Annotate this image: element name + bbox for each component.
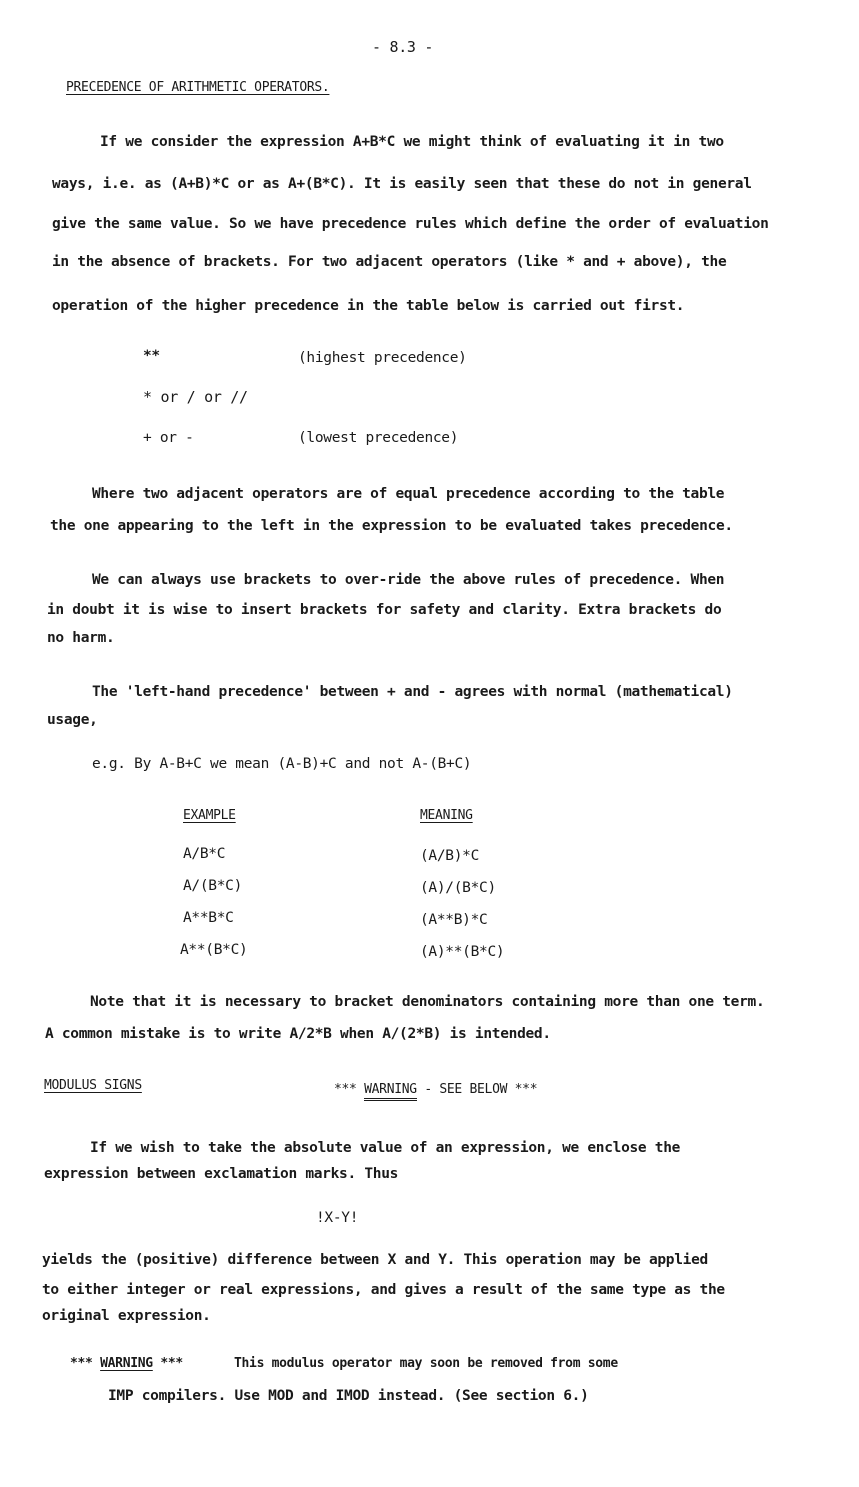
example-cell: A/(B*C) bbox=[183, 878, 243, 894]
warning-note-line bbox=[70, 1356, 183, 1371]
paragraph-line: no harm. bbox=[47, 630, 115, 646]
paragraph-line: A common mistake is to write A/2*B when A/(2*B) is intended. bbox=[45, 1026, 551, 1042]
paragraph-line: Note that it is necessary to bracket denominators containing more than one term. bbox=[90, 994, 765, 1010]
example-line: e.g. By A-B+C we mean (A-B)+C and not A-(B+C) bbox=[92, 756, 472, 772]
paragraph-line: to either integer or real expressions, and gives a result of the same type as the bbox=[42, 1282, 725, 1298]
warning-note-text: This modulus operator may soon be removed from some bbox=[234, 1356, 618, 1371]
paragraph-line: The 'left-hand precedence' between + and - agrees with normal (mathematical) bbox=[92, 684, 733, 700]
heading-modulus: MODULUS SIGNS bbox=[44, 1078, 142, 1093]
meaning-cell: (A)**(B*C) bbox=[420, 944, 505, 960]
paragraph-line: expression between exclamation marks. Thus bbox=[44, 1166, 399, 1182]
warning-note-text: IMP compilers. Use MOD and IMOD instead. (See section 6.) bbox=[108, 1388, 589, 1404]
meaning-cell: (A)/(B*C) bbox=[420, 880, 496, 896]
paragraph-line: the one appearing to the left in the expression to be evaluated takes precedence. bbox=[50, 518, 733, 534]
paragraph-line: in the absence of brackets. For two adjacent operators (like * and + above), the bbox=[52, 254, 727, 270]
example-cell: A**B*C bbox=[183, 910, 234, 926]
page-number: - 8.3 - bbox=[372, 38, 434, 56]
precedence-ops: + or - bbox=[143, 430, 194, 446]
warning-see-below: - SEE BELOW *** bbox=[416, 1082, 538, 1097]
warning-note-stars: *** bbox=[70, 1356, 101, 1371]
paragraph-line: We can always use brackets to over-ride the above rules of precedence. When bbox=[92, 572, 725, 588]
paragraph-line: operation of the higher precedence in the table below is carried out first. bbox=[52, 298, 685, 314]
example-cell: A/B*C bbox=[183, 846, 226, 862]
paragraph-line: If we consider the expression A+B*C we might think of evaluating it in two bbox=[100, 134, 724, 150]
paragraph-line: ways, i.e. as (A+B)*C or as A+(B*C). It is easily seen that these do not in general bbox=[52, 176, 752, 192]
meaning-cell: (A**B)*C bbox=[420, 912, 488, 928]
precedence-note: (lowest precedence) bbox=[298, 430, 459, 446]
paragraph-line: usage, bbox=[47, 712, 98, 728]
meaning-cell: (A/B)*C bbox=[420, 848, 480, 864]
heading-precedence: PRECEDENCE OF ARITHMETIC OPERATORS. bbox=[66, 80, 330, 95]
example-cell: A**(B*C) bbox=[180, 942, 248, 958]
warning-word: WARNING bbox=[364, 1082, 417, 1101]
paragraph-line: in doubt it is wise to insert brackets for safety and clarity. Extra brackets do bbox=[47, 602, 722, 618]
paragraph-line: give the same value. So we have precedence rules which define the order of evaluation bbox=[52, 216, 769, 232]
precedence-ops: * or / or // bbox=[143, 388, 248, 406]
precedence-ops: ** bbox=[143, 348, 160, 364]
modulus-example: !X-Y! bbox=[316, 1210, 359, 1226]
precedence-note: (highest precedence) bbox=[298, 350, 467, 366]
warning-note-word: WARNING bbox=[100, 1356, 153, 1371]
paragraph-line: yields the (positive) difference between X and Y. This operation may be applied bbox=[42, 1252, 708, 1268]
paragraph-line: If we wish to take the absolute value of an expression, we enclose the bbox=[90, 1140, 681, 1156]
column-header-example: EXAMPLE bbox=[183, 808, 236, 823]
warning-note-stars-end: *** bbox=[152, 1356, 183, 1371]
paragraph-line: Where two adjacent operators are of equal precedence according to the table bbox=[92, 486, 725, 502]
column-header-meaning: MEANING bbox=[420, 808, 473, 823]
warning-stars-left: *** bbox=[334, 1082, 365, 1097]
warning-header bbox=[334, 1082, 537, 1097]
paragraph-line: original expression. bbox=[42, 1308, 211, 1324]
